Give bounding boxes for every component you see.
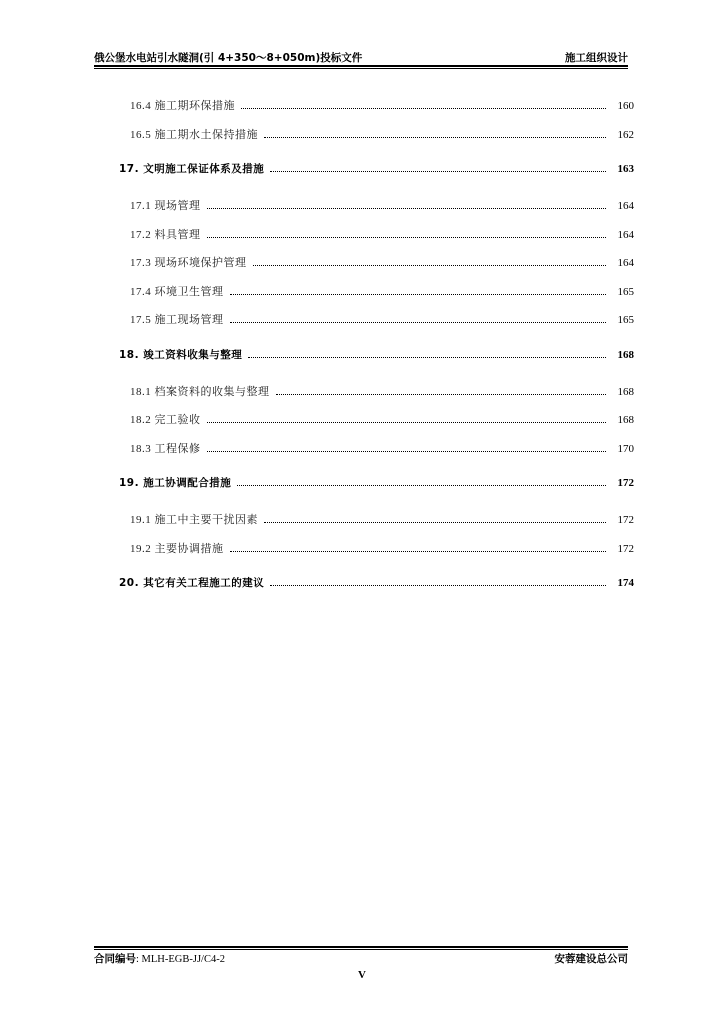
footer-rule bbox=[94, 946, 628, 948]
toc-entry[interactable] bbox=[130, 126, 634, 142]
document-title: 俄公堡水电站引水隧洞(引 4+350～8+050m)投标文件 bbox=[94, 52, 363, 64]
toc-entry-label: 16.4 施工期环保措施 bbox=[130, 100, 235, 112]
toc-dot-leader bbox=[207, 421, 607, 423]
company-name: 安蓉建设总公司 bbox=[554, 953, 628, 965]
toc-entry[interactable] bbox=[130, 283, 634, 299]
toc-entry[interactable] bbox=[130, 197, 634, 213]
toc-dot-leader bbox=[248, 356, 606, 358]
toc-entry-label: 16.5 施工期水土保持措施 bbox=[130, 129, 258, 141]
toc-entry[interactable] bbox=[130, 311, 634, 327]
toc-entry-page: 172 bbox=[617, 477, 634, 489]
toc-entry[interactable] bbox=[130, 97, 634, 113]
toc-entry-page: 172 bbox=[617, 543, 634, 555]
toc-entry-page: 165 bbox=[617, 314, 634, 326]
toc-entry[interactable] bbox=[130, 540, 634, 556]
toc-dot-leader bbox=[230, 321, 607, 323]
toc-entry[interactable] bbox=[130, 411, 634, 427]
toc-entry[interactable] bbox=[130, 254, 634, 270]
toc-entry[interactable] bbox=[130, 440, 634, 456]
toc-entry[interactable] bbox=[130, 383, 634, 399]
page-header bbox=[94, 48, 628, 66]
toc-entry-label: 17.1 现场管理 bbox=[130, 200, 201, 212]
toc-entry-label: 20. 其它有关工程施工的建议 bbox=[119, 577, 265, 589]
toc-dot-leader bbox=[253, 264, 607, 266]
toc-entry-page: 174 bbox=[617, 577, 634, 589]
section-title: 施工组织设计 bbox=[565, 52, 628, 64]
header-rule bbox=[94, 65, 628, 67]
toc-dot-leader bbox=[270, 170, 606, 172]
toc-entry-label: 19.1 施工中主要干扰因素 bbox=[130, 514, 258, 526]
toc-entry-page: 170 bbox=[617, 443, 634, 455]
toc-entry-page: 160 bbox=[617, 100, 634, 112]
toc-entry-label: 19. 施工协调配合措施 bbox=[119, 477, 232, 489]
toc-entry[interactable] bbox=[119, 575, 634, 591]
header-rule-thin bbox=[94, 68, 628, 69]
toc-dot-leader bbox=[230, 550, 607, 552]
toc-entry-label: 19.2 主要协调措施 bbox=[130, 543, 224, 555]
toc-dot-leader bbox=[264, 136, 606, 138]
toc-entry-label: 17.4 环境卫生管理 bbox=[130, 286, 224, 298]
toc-dot-leader bbox=[241, 107, 606, 109]
toc-entry[interactable] bbox=[119, 161, 634, 177]
toc-dot-leader bbox=[207, 207, 607, 209]
toc-entry-page: 164 bbox=[617, 200, 634, 212]
toc-entry-page: 164 bbox=[617, 257, 634, 269]
toc-dot-leader bbox=[276, 393, 607, 395]
toc-dot-leader bbox=[230, 293, 607, 295]
toc-entry-page: 168 bbox=[617, 386, 634, 398]
toc-dot-leader bbox=[207, 450, 607, 452]
toc-entry-page: 168 bbox=[617, 414, 634, 426]
toc-dot-leader bbox=[270, 584, 606, 586]
toc-entry-page: 164 bbox=[617, 229, 634, 241]
toc-entry-page: 165 bbox=[617, 286, 634, 298]
toc-entry[interactable] bbox=[130, 511, 634, 527]
toc-entry-page: 163 bbox=[617, 163, 634, 175]
contract-number bbox=[94, 951, 225, 966]
toc-entry-page: 162 bbox=[617, 129, 634, 141]
toc-entry-label: 18. 竣工资料收集与整理 bbox=[119, 349, 243, 361]
contract-value: : MLH-EGB-JJ/C4-2 bbox=[136, 954, 225, 965]
contract-label: 合同编号 bbox=[94, 953, 136, 965]
toc-entry-label: 17.5 施工现场管理 bbox=[130, 314, 224, 326]
toc-dot-leader bbox=[237, 484, 606, 486]
toc-entry-page: 168 bbox=[617, 349, 634, 361]
toc-entry[interactable] bbox=[119, 475, 634, 491]
footer-rule-thin bbox=[94, 949, 628, 950]
toc-entry-label: 18.1 档案资料的收集与整理 bbox=[130, 386, 270, 398]
page-number: V bbox=[358, 969, 366, 981]
toc-entry[interactable] bbox=[119, 347, 634, 363]
toc-entry-label: 18.2 完工验收 bbox=[130, 414, 201, 426]
toc-entry-label: 17.3 现场环境保护管理 bbox=[130, 257, 247, 269]
toc-entry-page: 172 bbox=[617, 514, 634, 526]
toc-entry-label: 17. 文明施工保证体系及措施 bbox=[119, 163, 265, 175]
toc-entry-label: 17.2 料具管理 bbox=[130, 229, 201, 241]
toc-entry-label: 18.3 工程保修 bbox=[130, 443, 201, 455]
toc-dot-leader bbox=[264, 521, 606, 523]
toc-dot-leader bbox=[207, 236, 607, 238]
toc-entry[interactable] bbox=[130, 226, 634, 242]
page-footer bbox=[94, 951, 628, 967]
